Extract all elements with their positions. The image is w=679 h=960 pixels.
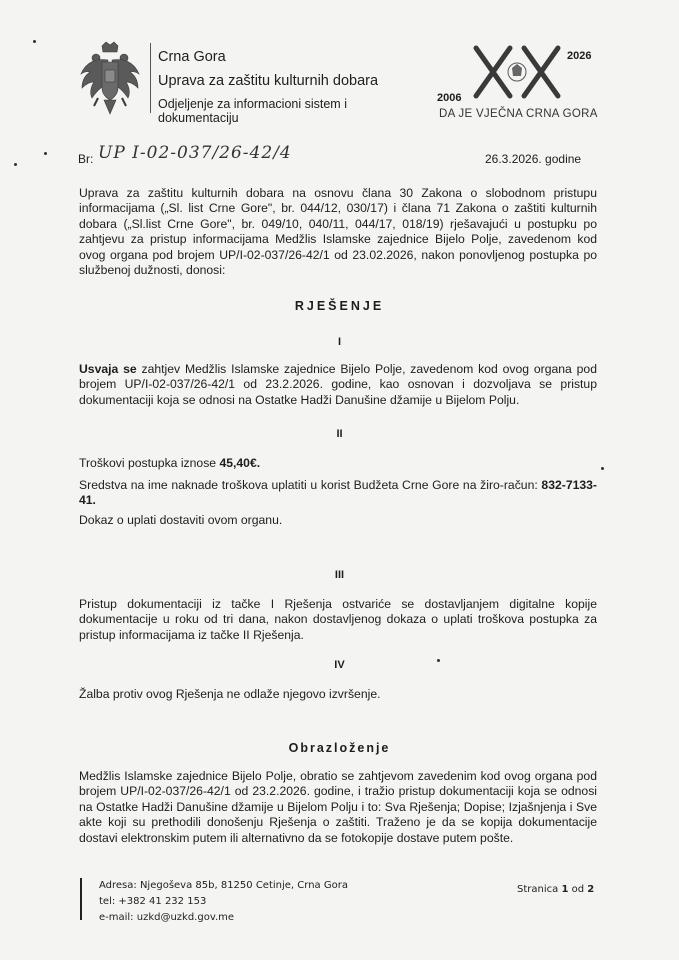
- footer-email: e-mail: uzkd@uzkd.gov.me: [99, 912, 235, 923]
- footer-divider: [80, 878, 82, 920]
- jubilee-year-end: 2026: [567, 50, 592, 62]
- cost-amount: 45,40€.: [219, 456, 261, 470]
- page-label: Stranica: [517, 884, 562, 895]
- handwritten-reference-number: UP I-02-037/26-42/4: [98, 143, 292, 163]
- jubilee-year-start: 2006: [437, 92, 462, 104]
- coat-of-arms-logo: [78, 40, 142, 120]
- intro-paragraph: Uprava za zaštitu kulturnih dobara na osnovu člana 30 Zakona o slobodnom pristupu informacijama („Sl. list Crne Gore", br. 044/12, 030/17) i člana 71 Zakona o zaštiti kulturnih dobara („Sl.list Crne Gore", br. 049/10, 040/11, 044/17, 018/19) rješavajući u postupku po zahtjevu za pristup informacijama Medžlis Islamske zajednice Bijelo Polje, zavedenom kod ovog organa pod brojem UP/I-02-037/26-42/1 od 23.02.2026, nakon ponovljenog postupka po službenoj dužnosti, donosi:: [79, 186, 597, 278]
- reference-label: Br:: [78, 152, 94, 166]
- page-total: 2: [587, 884, 595, 895]
- scan-speck: [14, 163, 17, 166]
- header-divider: [150, 43, 151, 113]
- footer-phone: tel: +382 41 232 153: [99, 896, 207, 907]
- section-3-numeral: III: [334, 569, 345, 581]
- footer-address: Adresa: Njegoševa 85b, 81250 Cetinje, Crna Gora: [99, 880, 348, 891]
- section-2-numeral: II: [336, 428, 343, 440]
- reasoning-paragraph: Medžlis Islamske zajednice Bijelo Polje, obratio se zahtjevom zavedenim kod ovog organa pod brojem UP/I-02-037/26-42/1 od 23.2.2026. godine, i tražio pristup dokumentaciji koja se odnosi na Ostatke Hadži Danušine džamije u Bijelom Polju i to: Sva Rješenja; Dopise; Izjašnjenja i Sve akte koji su prethodili donošenju Rješenja o zaštiti. Traženo je da se kopija dokumentacije dostavi elektronskim putem ili alternativno da se fotokopije dostave putem pošte.: [79, 769, 597, 845]
- scan-speck: [437, 659, 440, 662]
- decision-title: RJEŠENJE: [294, 299, 385, 313]
- section-2-cost: [79, 456, 597, 471]
- page-of: od: [568, 884, 588, 895]
- reasoning-title: Obrazloženje: [288, 741, 391, 755]
- page-current: 1: [561, 884, 569, 895]
- section-2-proof: Dokaz o uplati dostaviti ovom organu.: [79, 513, 283, 527]
- scan-speck: [44, 152, 47, 155]
- section-2-payment: [79, 478, 597, 509]
- country-name: Crna Gora: [158, 49, 226, 65]
- agency-name: Uprava za zaštitu kulturnih dobara: [158, 73, 379, 89]
- section-3-paragraph: Pristup dokumentaciji iz tačke I Rješenja ostvariće se dostavljanjem digitalne kopije dokumentacije u roku od tri dana, nakon dostavljenog dokaza o uplati troškova postupka za pristup informacijama iz tačke II Rješenja.: [79, 597, 597, 642]
- scan-speck: [33, 40, 36, 43]
- department-name: Odjeljenje za informacioni sistem i dokumentaciju: [158, 97, 347, 125]
- cost-text: Troškovi postupka iznose: [79, 456, 220, 470]
- section-1-text: zahtjev Medžlis Islamske zajednice Bijelo Polje, zavedenom kod ovog organa pod brojem UP/I-02-037/26-42/1 od 23.2.2026. godine, kao osnovan i dozvoljava se pristup dokumentaciji koja se odnosi na Ostatke Hadži Danušine džamije u Bijelom Polju.: [79, 362, 597, 407]
- page-number: [517, 884, 594, 895]
- section-1-paragraph: [79, 362, 597, 408]
- payment-text: Sredstva na ime naknade troškova uplatiti u korist Budžeta Crne Gore na žiro-račun:: [79, 478, 542, 492]
- section-4-paragraph: Žalba protiv ovog Rješenja ne odlaže njegovo izvršenje.: [79, 687, 381, 701]
- document-date: 26.3.2026. godine: [485, 152, 582, 166]
- section-1-bold-lead: Usvaja se: [79, 362, 137, 376]
- section-4-numeral: IV: [334, 659, 345, 671]
- section-1-numeral: I: [337, 336, 342, 348]
- jubilee-motto: DA JE VJEČNA CRNA GORA: [439, 108, 598, 120]
- account-number: 832-7133-41.: [79, 478, 597, 508]
- scan-speck: [601, 467, 604, 470]
